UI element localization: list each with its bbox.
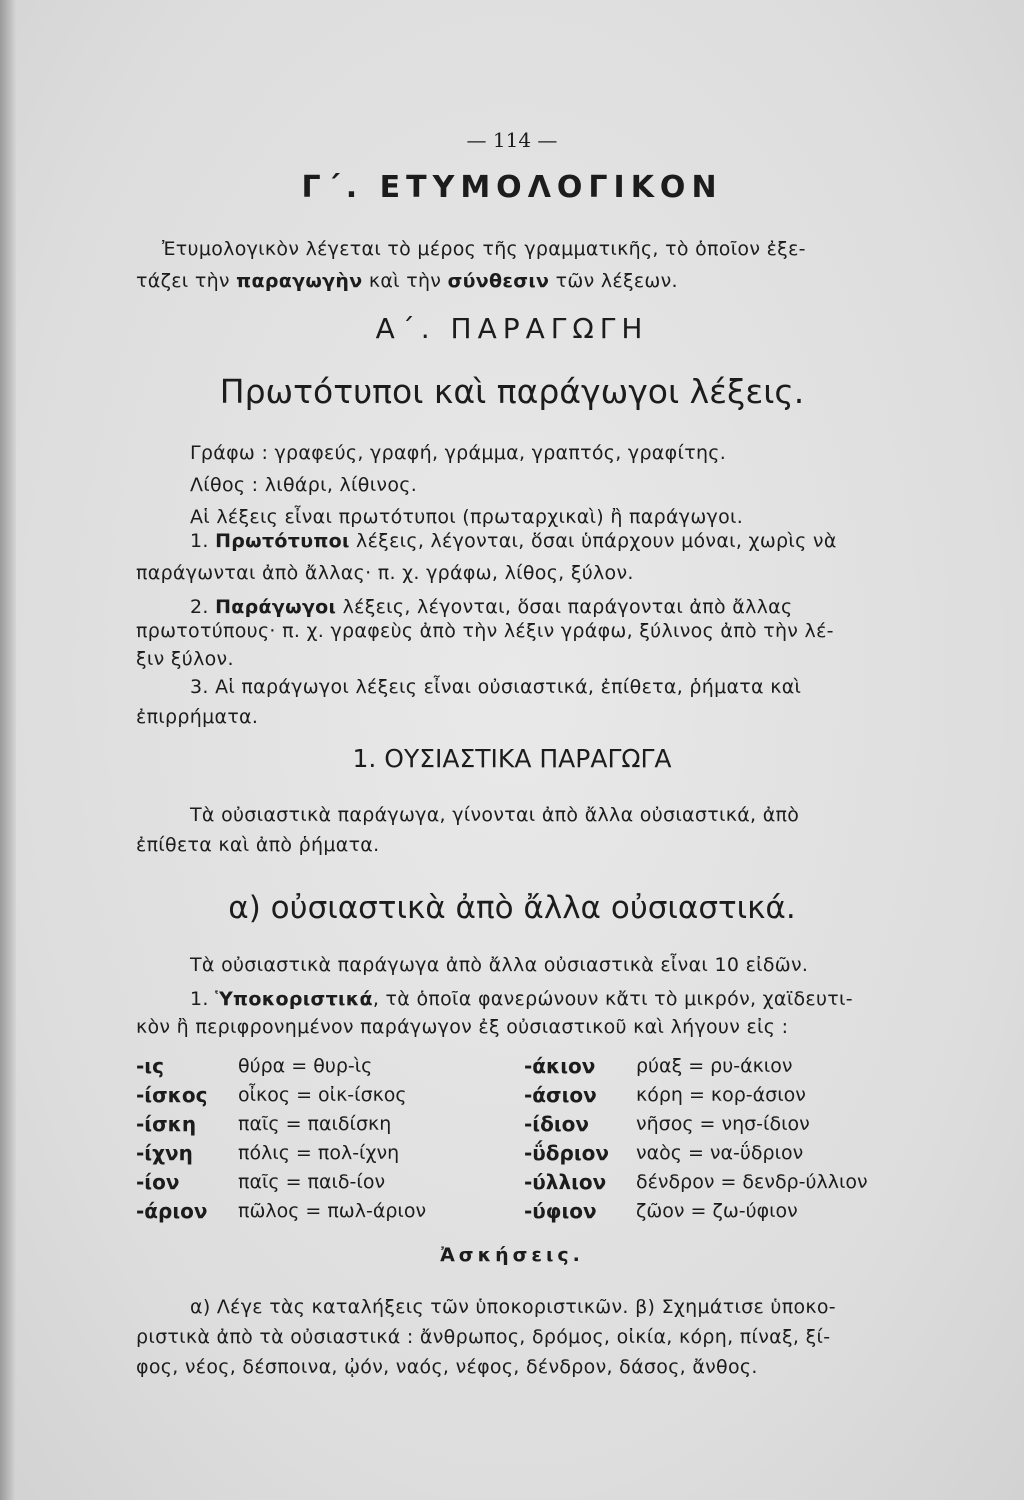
suffix-left: -ίον xyxy=(136,1170,180,1194)
example-line-2: Λίθος : λιθάρι, λίθινος. xyxy=(190,474,418,496)
suffix-example-right: κόρη = κορ-άσιον xyxy=(636,1084,806,1106)
exercises-line-2: ριστικὰ ἀπὸ τὰ οὐσιαστικά : ἄνθρωπος, δρόμος, οἰκία, κόρη, πίναξ, ξί- xyxy=(136,1326,831,1348)
rule-3-line-2: ἐπιρρήματα. xyxy=(136,706,259,728)
suffix-example-left: πόλις = πολ-ίχνη xyxy=(238,1142,400,1164)
suffix-example-left: οἶκος = οἰκ-ίσκος xyxy=(238,1084,407,1106)
suffix-right: -άκιον xyxy=(524,1054,596,1078)
suffix-example-right: νῆσος = νησ-ίδιον xyxy=(636,1113,810,1135)
suffix-example-right: δένδρον = δενδρ-ύλλιον xyxy=(636,1171,868,1193)
nouns-para-line-2: ἐπίθετα καὶ ἀπὸ ῥήματα. xyxy=(136,834,380,856)
suffix-example-left: πῶλος = πωλ-άριον xyxy=(238,1200,427,1222)
exercises-line-3: φος, νέος, δέσποινα, ᾠόν, ναός, νέφος, δένδρον, δάσος, ἄνθος. xyxy=(136,1356,758,1378)
example-line-1: Γράφω : γραφεύς, γραφή, γράμμα, γραπτός, γραφίτης. xyxy=(190,442,727,464)
suffix-example-left: παῖς = παιδίσκη xyxy=(238,1113,392,1135)
intro-line-2: τάζει τὴν παραγωγὴν καὶ τὴν σύνθεσιν τῶν λέξεων. xyxy=(136,270,678,292)
suffix-left: -άριον xyxy=(136,1199,208,1223)
rule-3-line-1: 3. Αἱ παράγωγοι λέξεις εἶναι οὐσιαστικά, ἐπίθετα, ῥήματα καὶ xyxy=(190,676,802,698)
diminutives-line-1: 1. Ὑποκοριστικά, τὰ ὁποῖα φανερώνουν κἄτι τὸ μικρόν, χαϊδευτι- xyxy=(190,988,853,1010)
suffix-left: -ίσκη xyxy=(136,1112,197,1136)
nouns-para-line-1: Τὰ οὐσιαστικὰ παράγωγα, γίνονται ἀπὸ ἄλλα οὐσιαστικά, ἀπὸ xyxy=(190,804,800,826)
suffix-left: -ίσκος xyxy=(136,1083,208,1107)
intro-line-1: Ἐτυμολογικὸν λέγεται τὸ μέρος τῆς γραμματικῆς, τὸ ὁποῖον ἐξε- xyxy=(162,238,806,260)
rule-2-line-3: ξιν ξύλον. xyxy=(136,648,234,670)
suffix-right: -ύφιον xyxy=(524,1199,597,1223)
suffix-example-right: ναὸς = να-ΰδριον xyxy=(636,1142,804,1164)
suffix-left: -ίχνη xyxy=(136,1141,193,1165)
suffix-left: -ις xyxy=(136,1054,164,1078)
suffix-right: -ύλλιον xyxy=(524,1170,607,1194)
suffix-example-left: θύρα = θυρ-ὶς xyxy=(238,1055,373,1077)
alpha-intro: Τὰ οὐσιαστικὰ παράγωγα ἀπὸ ἄλλα οὐσιαστικὰ εἶναι 10 εἰδῶν. xyxy=(190,954,809,976)
exercises-title: Ἀσκήσεις. xyxy=(440,1244,584,1266)
term-composition: σύνθεσιν xyxy=(447,270,550,292)
subsection-title: Πρωτότυποι καὶ παράγωγοι λέξεις. xyxy=(219,372,805,411)
example-line-3: Αἱ λέξεις εἶναι πρωτότυποι (πρωταρχικαὶ) ἢ παράγωγοι. xyxy=(190,506,744,528)
term-derivative: Παράγωγοι xyxy=(215,596,337,618)
heading-nouns-from-nouns: α) οὐσιαστικὰ ἀπὸ ἄλλα οὐσιαστικά. xyxy=(228,890,796,926)
rule-2-line-2: πρωτοτύπους· π. χ. γραφεὺς ἀπὸ τὴν λέξιν γράφω, ξύλινος ἀπὸ τὴν λέ- xyxy=(136,620,834,642)
term-diminutives: Ὑποκοριστικά xyxy=(215,988,373,1010)
term-derivation: παραγωγὴν xyxy=(236,270,363,292)
suffix-example-left: παῖς = παιδ-ίον xyxy=(238,1171,386,1193)
rule-1-line-1: 1. Πρωτότυποι λέξεις, λέγονται, ὅσαι ὑπάρχουν μόναι, χωρὶς νὰ xyxy=(190,530,837,552)
page-number: — 114 — xyxy=(466,128,558,152)
diminutives-line-2: κὸν ἢ περιφρονημένον παράγωγον ἐξ οὐσιαστικοῦ καὶ λήγουν εἰς : xyxy=(136,1016,789,1038)
chapter-title: Γ΄. ΕΤΥΜΟΛΟΓΙΚΟΝ xyxy=(301,170,723,205)
suffix-right: -άσιον xyxy=(524,1083,597,1107)
suffix-example-right: ζῶον = ζω-ύφιον xyxy=(636,1200,798,1222)
rule-2-line-1: 2. Παράγωγοι λέξεις, λέγονται, ὅσαι παράγονται ἀπὸ ἄλλας xyxy=(190,596,793,618)
rule-1-line-2: παράγωνται ἀπὸ ἄλλας· π. χ. γράφω, λίθος, ξύλον. xyxy=(136,562,634,584)
suffix-right: -ίδιον xyxy=(524,1112,589,1136)
term-primitive: Πρωτότυποι xyxy=(215,530,350,552)
exercises-line-1: α) Λέγε τὰς καταλήξεις τῶν ὑποκοριστικῶν. β) Σχημάτισε ὑποκο- xyxy=(190,1296,836,1318)
suffix-right: -ΰδριον xyxy=(524,1141,610,1165)
suffix-example-right: ρύαξ = ρυ-άκιον xyxy=(636,1055,793,1077)
section-title: Α΄. ΠΑΡΑΓΩΓΗ xyxy=(375,312,649,345)
heading-derived-nouns: 1. ΟΥΣΙΑΣΤΙΚΑ ΠΑΡΑΓΩΓΑ xyxy=(352,744,672,773)
